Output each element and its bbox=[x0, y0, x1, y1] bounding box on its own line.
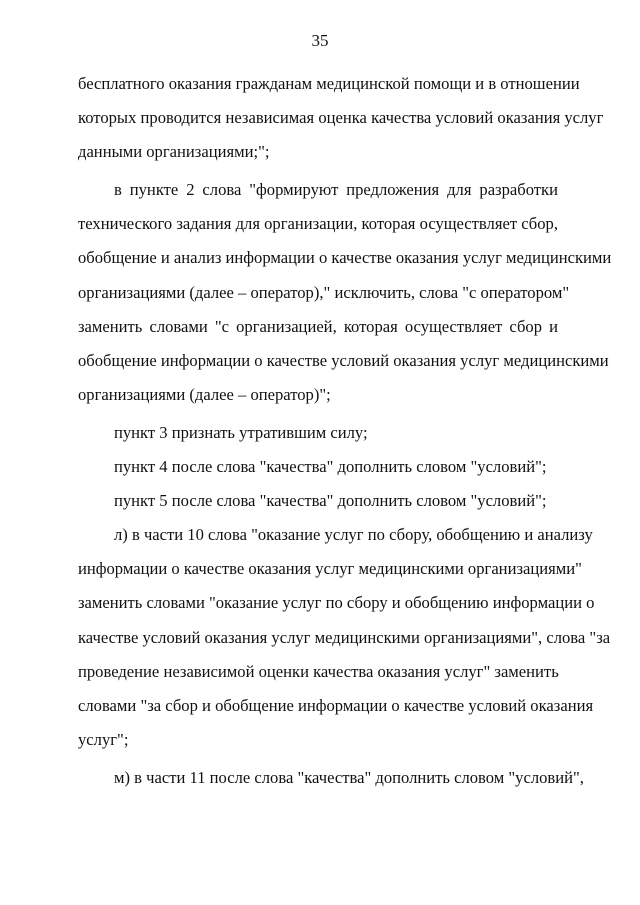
text-line: услуг"; bbox=[78, 730, 129, 749]
text-line: организациями (далее – оператор)," исключить, слова "с оператором" bbox=[78, 283, 570, 302]
text-line: пункт 3 признать утратившим силу; bbox=[114, 423, 368, 442]
text-line: которых проводится независимая оценка качества условий оказания услуг bbox=[78, 108, 604, 127]
text-line: информации о качестве оказания услуг медицинскими организациями" bbox=[78, 559, 582, 578]
text-line: пункт 5 после слова "качества" дополнить словом "условий"; bbox=[114, 491, 547, 510]
text-line: обобщение информации о качестве условий оказания услуг медицинскими bbox=[78, 351, 609, 370]
text-line: технического задания для организации, которая осуществляет сбор, bbox=[78, 214, 558, 233]
text-line: проведение независимой оценки качества оказания услуг" заменить bbox=[78, 662, 559, 681]
text-line: обобщение и анализ информации о качестве оказания услуг медицинскими bbox=[78, 248, 612, 267]
text-line: заменить словами "оказание услуг по сбору и обобщению информации о bbox=[78, 593, 595, 612]
text-line: заменить словами "с организацией, которая осуществляет сбор и bbox=[78, 317, 558, 336]
text-line: в пункте 2 слова "формируют предложения для разработки bbox=[114, 180, 558, 199]
text-line: организациями (далее – оператор)"; bbox=[78, 385, 331, 404]
text-line: л) в части 10 слова "оказание услуг по сбору, обобщению и анализу bbox=[114, 525, 593, 544]
page-number: 35 bbox=[311, 31, 329, 50]
text-line: м) в части 11 после слова "качества" дополнить словом "условий", bbox=[114, 768, 584, 787]
text-line: пункт 4 после слова "качества" дополнить словом "условий"; bbox=[114, 457, 547, 476]
text-line: бесплатного оказания гражданам медицинской помощи и в отношении bbox=[78, 74, 580, 93]
text-line: качестве условий оказания услуг медицинскими организациями", слова "за bbox=[78, 628, 611, 647]
text-line: данными организациями;"; bbox=[78, 142, 270, 161]
text-line: словами "за сбор и обобщение информации о качестве условий оказания bbox=[78, 696, 594, 715]
